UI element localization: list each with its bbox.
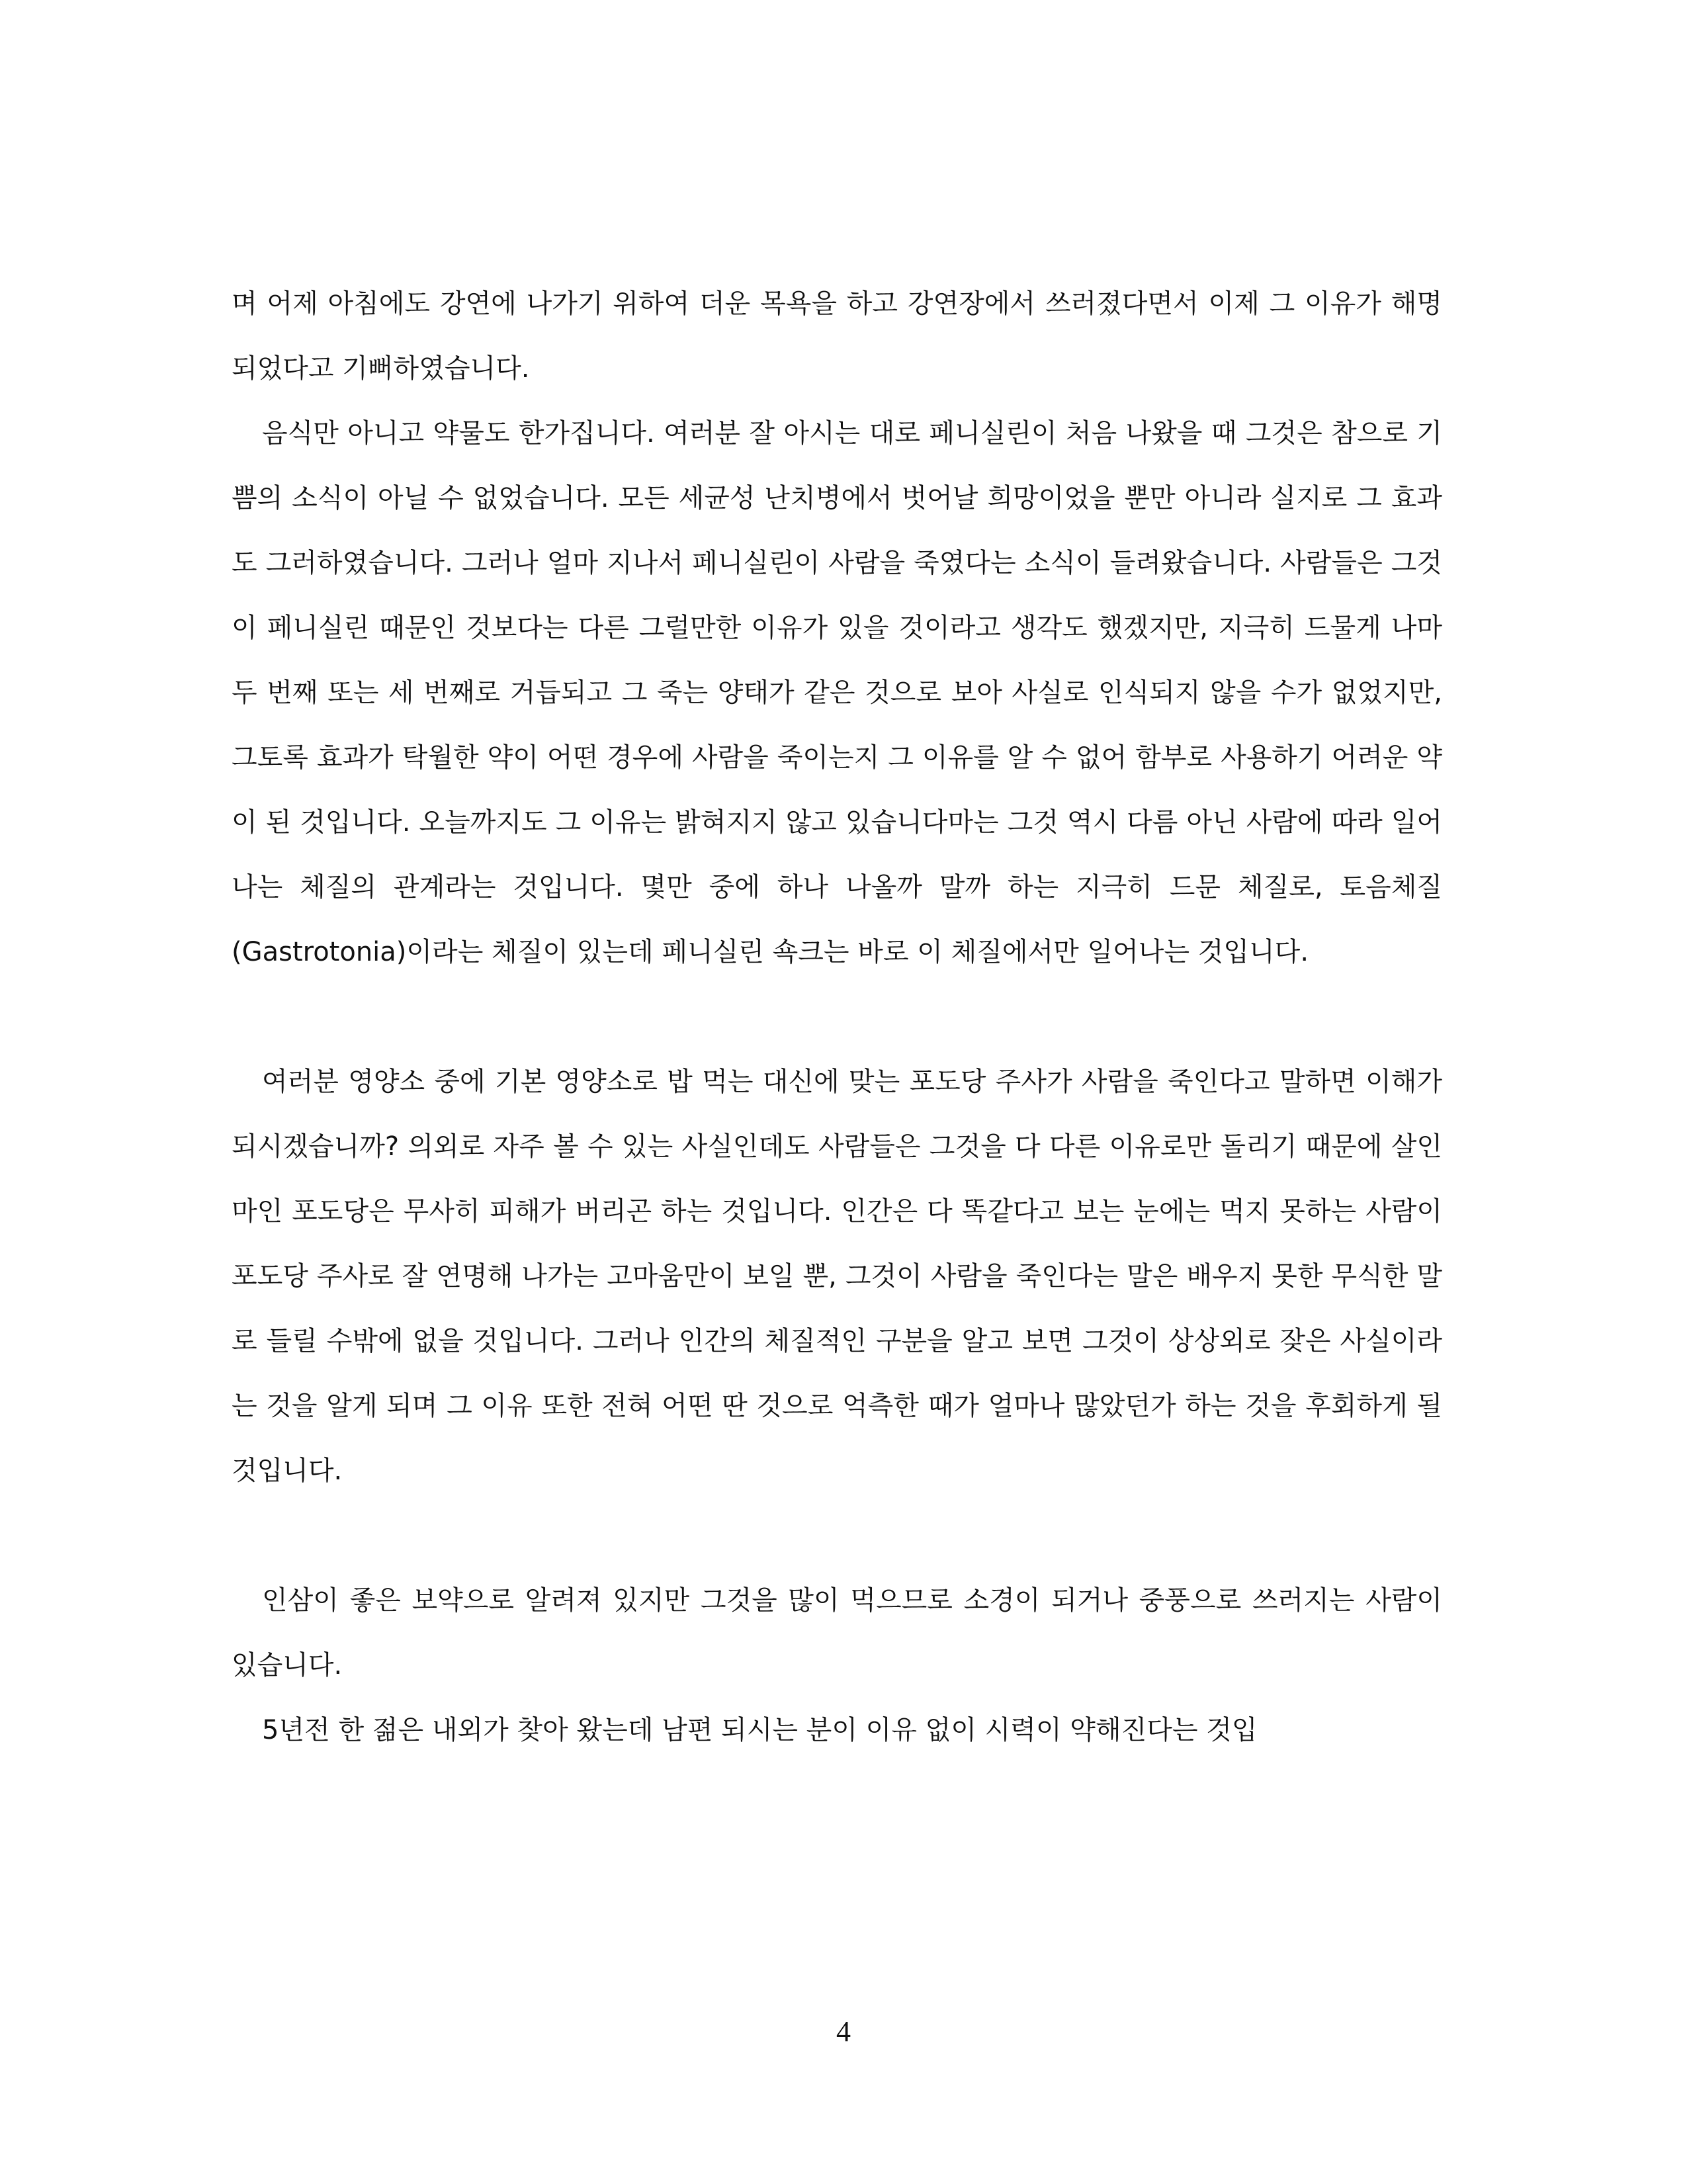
paragraph-case-story: 5년전 한 젊은 내외가 찾아 왔는데 남편 되시는 분이 이유 없이 시력이 약해진다는 것입 (262, 1715, 1258, 1745)
body-text (232, 271, 1442, 1763)
paragraph-ginseng: 인삼이 좋은 보약으로 알려져 있지만 그것을 많이 먹으므로 소경이 되거나 중풍으로 쓰러지는 사람이 있습니다. (232, 1585, 1442, 1681)
paragraph-glucose: 여러분 영양소 중에 기본 영양소로 밥 먹는 대신에 맞는 포도당 주사가 사람을 죽인다고 말하면 이해가 되시겠습니까? 의외로 자주 볼 수 있는 사실인데도 사람들은 그것을 다 다른 이유로만 돌리기 때문에 살인마인 포도당은 무사히 피해가 버리곤 하는 것입니다. 인간은 다 똑같다고 보는 눈에는 먹지 못하는 사람이 포도당 주사로 잘 연명해 나가는 고마움만이 보일 뿐, 그것이 사람을 죽인다는 말은 배우지 못한 무식한 말로 들릴 수밖에 없을 것입니다. 그러나 인간의 체질적인 구분을 알고 보면 그것이 상상외로 잦은 사실이라는 것을 알게 되며 그 이유 또한 전혀 어떤 딴 것으로 억측한 때가 얼마나 많았던가 하는 것을 후회하게 될 것입니다. (232, 1067, 1442, 1486)
page-number: 4 (836, 2015, 851, 2048)
paragraph-penicillin: 음식만 아니고 약물도 한가집니다. 여러분 잘 아시는 대로 페니실린이 처음 나왔을 때 그것은 참으로 기쁨의 소식이 아닐 수 없었습니다. 모든 세균성 난치병에서 벗어날 희망이었을 뿐만 아니라 실지로 그 효과도 그러하였습니다. 그러나 얼마 지나서 페니실린이 사람을 죽였다는 소식이 들려왔습니다. 사람들은 그것이 페니실린 때문인 것보다는 다른 그럴만한 이유가 있을 것이라고 생각도 했겠지만, 지극히 드물게 나마 두 번째 또는 세 번째로 거듭되고 그 죽는 양태가 같은 것으로 보아 사실로 인식되지 않을 수가 없었지만, 그토록 효과가 탁월한 약이 어떤 경우에 사람을 죽이는지 그 이유를 알 수 없어 함부로 사용하기 어려운 약이 된 것입니다. 오늘까지도 그 이유는 밝혀지지 않고 있습니다마는 그것 역시 다름 아닌 사람에 따라 일어나는 체질의 관계라는 것입니다. 몇만 중에 하나 나올까 말까 하는 지극히 드문 체질로, 토음체질(Gastrotonia)이라는 체질이 있는데 페니실린 쇽크는 바로 이 체질에서만 일어나는 것입니다. (232, 418, 1442, 967)
paragraph-continuation: 며 어제 아침에도 강연에 나가기 위하여 더운 목욕을 하고 강연장에서 쓰러졌다면서 이제 그 이유가 해명되었다고 기뻐하였습니다. (232, 288, 1442, 384)
